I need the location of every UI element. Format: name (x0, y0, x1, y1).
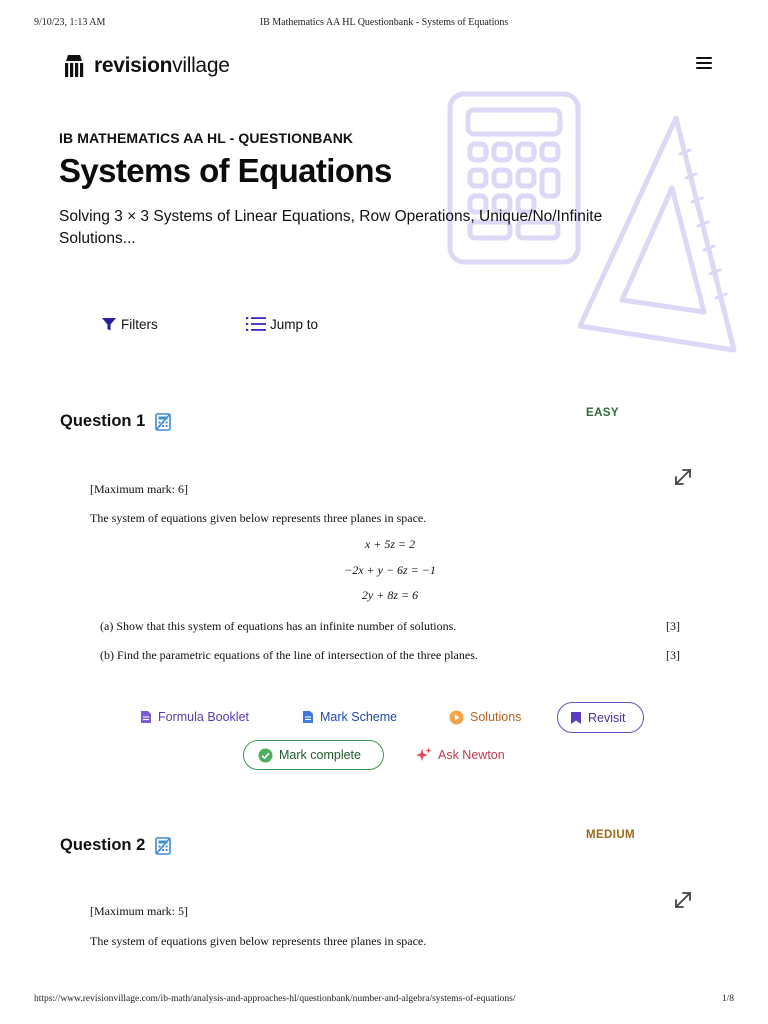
calculator-icon (155, 837, 171, 855)
site-logo[interactable] (62, 52, 230, 80)
revisit-label: Revisit (588, 710, 626, 725)
filters-button[interactable] (101, 313, 158, 335)
question-title-text: Question 2 (60, 836, 146, 854)
question-title-text: Question 1 (60, 412, 146, 430)
max-mark: [Maximum mark: 5] (90, 904, 188, 918)
mark-complete-label: Mark complete (279, 748, 361, 762)
question-2-title (60, 836, 171, 855)
play-icon (449, 710, 464, 725)
equation-3: 2y + 8z = 6 (361, 588, 419, 602)
question-part-a (100, 619, 680, 634)
hamburger-line (696, 57, 712, 59)
page-title: Systems of Equations (59, 152, 392, 189)
jump-to-label: Jump to (270, 316, 319, 332)
formula-booklet-button[interactable] (140, 702, 249, 732)
logo-wordmark-bold: revision (94, 54, 173, 77)
question-part-b (100, 648, 680, 663)
formula-booklet-label: Formula Booklet (158, 710, 250, 724)
bookmark-icon (570, 711, 582, 725)
document-icon (140, 710, 152, 724)
difficulty-badge: EASY (586, 407, 619, 419)
page-subtitle: Solving 3 × 3 Systems of Linear Equations, Row Operations, Unique/No/Infinite Solutions... (59, 208, 603, 247)
revisit-button[interactable] (557, 702, 644, 733)
print-url: https://www.revisionvillage.com/ib-math/analysis-and-approaches-hl/questionbank/number-and-algebra/systems-of-equations/ (34, 994, 516, 1004)
question-intro: The system of equations given below represents three planes in space. (90, 934, 427, 948)
calculator-icon (155, 413, 171, 431)
question-1-title (60, 412, 171, 431)
print-page-number: 1/8 (721, 994, 734, 1004)
jump-to-button[interactable] (246, 313, 318, 335)
equation-2: −2x + y − 6z = −1 (344, 563, 436, 577)
hamburger-icon[interactable] (694, 55, 714, 71)
expand-icon[interactable] (672, 889, 694, 911)
equation-1: x + 5z = 2 (364, 537, 416, 551)
print-date: 9/10/23, 1:13 AM (34, 17, 106, 28)
mark-scheme-button[interactable] (302, 702, 397, 732)
part-mark: [3] (666, 648, 680, 662)
difficulty-badge: MEDIUM (586, 829, 636, 841)
filters-label: Filters (121, 316, 158, 332)
expand-icon[interactable] (672, 466, 694, 488)
filter-icon (101, 316, 117, 332)
sparkle-icon (416, 747, 432, 763)
print-doc-title: IB Mathematics AA HL Questionbank - Systems of Equations (259, 17, 509, 28)
solutions-button[interactable] (449, 702, 521, 732)
part-mark: [3] (666, 619, 680, 633)
part-text: (b) Find the parametric equations of the line of intersection of the three planes. (100, 648, 478, 662)
print-footer (34, 994, 734, 1008)
check-circle-icon (258, 748, 273, 763)
question-intro: The system of equations given below represents three planes in space. (90, 511, 427, 525)
logo-wordmark-light: village (172, 54, 230, 77)
solutions-label: Solutions (470, 710, 522, 724)
breadcrumb-eyebrow: IB MATHEMATICS AA HL - QUESTIONBANK (59, 130, 354, 146)
max-mark: [Maximum mark: 6] (90, 482, 188, 496)
document-icon (302, 710, 314, 724)
list-icon (246, 316, 266, 332)
logo-icon (62, 53, 86, 79)
ask-newton-label: Ask Newton (438, 748, 505, 762)
hamburger-line (696, 62, 712, 64)
logo-wordmark (94, 54, 230, 78)
hamburger-line (696, 67, 712, 69)
ask-newton-button[interactable] (416, 740, 505, 770)
part-text: (a) Show that this system of equations has an infinite number of solutions. (100, 619, 457, 633)
mark-scheme-label: Mark Scheme (320, 710, 398, 724)
print-header (34, 17, 734, 31)
mark-complete-button[interactable] (243, 740, 384, 770)
